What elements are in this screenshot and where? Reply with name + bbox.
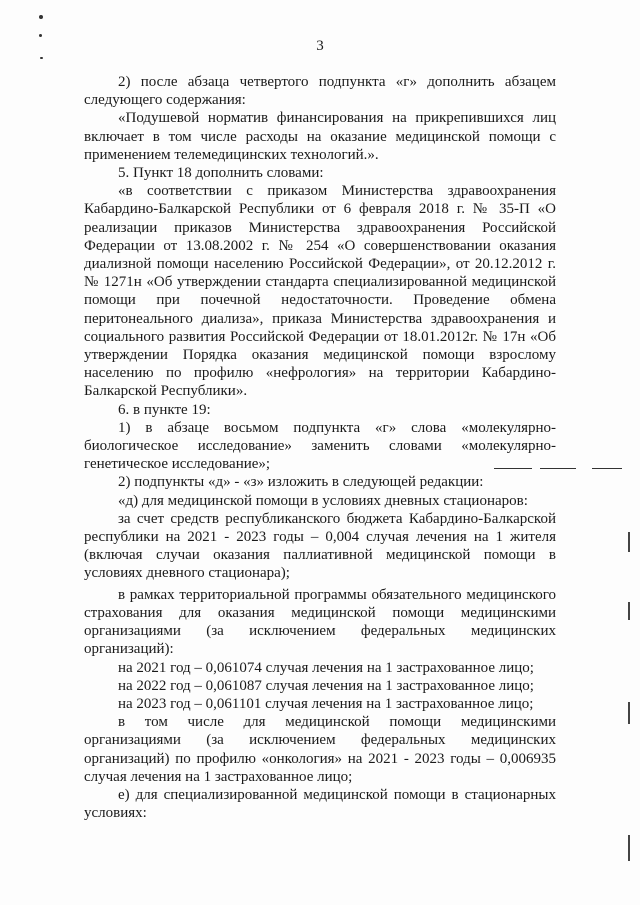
margin-mark <box>628 835 630 861</box>
paragraph: за счет средств республиканского бюджета Кабардино-Балкарской республики на 2021 - 2023 годы – 0,004 случая лечения на 1 жителя (включая случаи оказания паллиативной медицинской помощи в условиях дневного стационара); <box>84 510 556 582</box>
pen-stroke <box>540 468 576 469</box>
document-body <box>84 73 556 822</box>
paragraph: на 2021 год – 0,061074 случая лечения на 1 застрахованное лицо; <box>118 659 534 676</box>
paragraph: в рамках территориальной программы обязательного медицинского страхования для оказания медицинской помощи медицинскими организациями (за исключением федеральных медицинских организаций): <box>84 586 556 658</box>
margin-mark <box>628 602 630 620</box>
paragraph: е) для специализированной медицинской помощи в стационарных условиях: <box>84 786 556 822</box>
paragraph: 1) в абзаце восьмом подпункта «г» слова «молекулярно-биологическое исследование» заменить словами «молекулярно-генетическое исследование»; <box>84 419 556 473</box>
paragraph: «д) для медицинской помощи в условиях дневных стационаров: <box>118 492 528 509</box>
margin-mark <box>628 532 630 552</box>
paragraph: на 2023 год – 0,061101 случая лечения на 1 застрахованное лицо; <box>118 695 534 712</box>
paragraph: «в соответствии с приказом Министерства здравоохранения Кабардино-Балкарской Республики от 6 февраля 2018 г. № 35-П «О реализации приказов Министерства здравоохранения Российской Федерации от 13.08.2002 г. № 254 «О совершенствовании оказания диализной помощи населению Российской Федерации», от 20.12.2012 г. № 1271н «Об утверждении стандарта специализированной медицинской помощи при почечной недостаточности. Проведение обмена перитонеального диализа», приказа Министерства здравоохранения и социального развития Российской Федерации от 18.01.2012г. № 17н «Об утверждении Порядка оказания медицинской помощи взрослому населению по профилю «нефрология» на территории Кабардино-Балкарской Республики». <box>84 183 556 400</box>
scan-dot <box>39 34 42 37</box>
paragraph: 2) подпункты «д» - «з» изложить в следующей редакции: <box>118 474 484 491</box>
paragraph: «Подушевой норматив финансирования на прикрепившихся лиц включает в том числе расходы на оказание медицинской помощи с применением телемедицинских технологий.». <box>84 110 556 163</box>
pen-stroke <box>494 468 532 469</box>
paragraph: 6. в пункте 19: <box>118 401 211 418</box>
paragraph: в том числе для медицинской помощи медицинскими организациями (за исключением федеральных медицинских организаций) по профилю «онкология» на 2021 - 2023 годы – 0,006935 случая лечения на 1 застрахованное лицо; <box>84 714 556 785</box>
paragraph: на 2022 год – 0,061087 случая лечения на 1 застрахованное лицо; <box>118 677 534 694</box>
scan-dot <box>40 57 43 59</box>
pen-stroke <box>592 468 622 469</box>
scan-dot <box>39 15 43 19</box>
page-number: 3 <box>316 38 324 54</box>
paragraph: 2) после абзаца четвертого подпункта «г» дополнить абзацем следующего содержания: <box>84 74 556 109</box>
margin-mark <box>628 702 630 724</box>
paragraph: 5. Пункт 18 дополнить словами: <box>118 165 324 182</box>
